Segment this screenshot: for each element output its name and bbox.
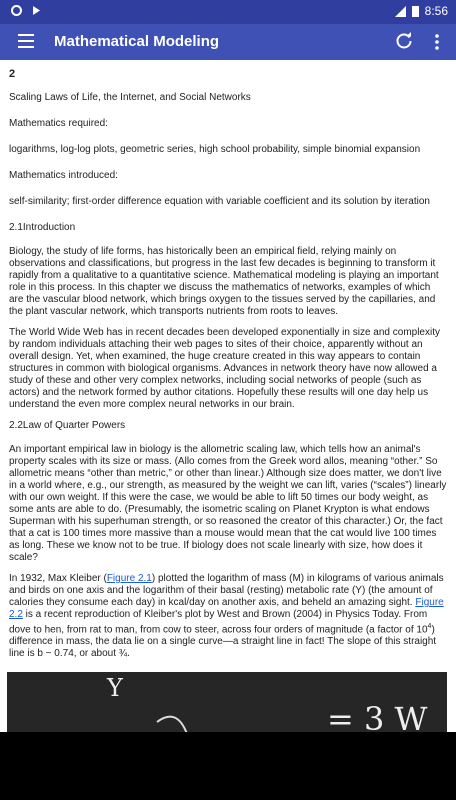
settings-icon [10, 4, 23, 17]
chapter-number: 2 [9, 68, 16, 80]
menu-icon[interactable] [18, 34, 34, 48]
app-bar [0, 24, 456, 60]
refresh-icon[interactable] [394, 31, 414, 51]
intro-label: Mathematics introduced: [9, 170, 118, 181]
battery-icon [412, 5, 419, 17]
more-icon[interactable] [434, 33, 440, 51]
figure-image [7, 672, 447, 732]
req-text: logarithms, log-log plots, geometric series, high school probability, simple binomial expansion [9, 144, 421, 155]
section-heading: 2.1Introduction [9, 222, 76, 233]
chalk-text: = 3 W [327, 700, 428, 732]
figure-link[interactable]: Figure 2.1 [106, 573, 152, 584]
paragraph: The World Wide Web has in recent decades been developed exponentially in size and complexity by random individuals attaching their web pages to sites of their choice, apparently without an overall design. Yet, when examined, the huge creature created in this way appears to contain structures in common with biological organisms. Advances in network theory have now allowed a study of these and other very complex networks, including social networks of people (such as actors) and the network formed by author citations. Hopefully these results will one day help us understand the even more complex neural networks in our brain. [9, 327, 440, 410]
play-icon [31, 5, 42, 16]
paragraph: In 1932, Max Kleiber (Figure 2.1) plotted the logarithm of mass (M) in kilograms of various animals and birds on one axis and the logarithm of their basal (resting) metabolic rate (Y) (the amount of calories they consume each day) in kcal/day on another axis, and beheld an amazing sight. Figure 2.2 is a recent reproduction of Kleiber's plot by West and Brown (2004) in Physics Today. From dove to hen, from rat to man, from cow to steer, across four orders of magnitude (a factor of $10^4$) difference in mass, the data lie on a single curve—a straight line in fact! The slope of this straight line is b ~ 0.74, or about ¾. [9, 573, 444, 660]
figure-link[interactable]: Figure 2.2 [9, 597, 444, 620]
intro-text: self-similarity; first-order difference equation with variable coefficient and its solution by iteration [9, 196, 430, 207]
chapter-title: Scaling Laws of Life, the Internet, and Social Networks [9, 92, 251, 103]
document-view[interactable] [0, 60, 456, 732]
paragraph: An important empirical law in biology is the allometric scaling law, which tells how an animal's property scales with its size or mass. (Allo comes from the Greek word allos, meaning “other.” So allometric means “other than metric,” or other than linear.) Although size does matter, we don't live in a world where, e.g., our strength, as measured by the weight we can lift, varies (“scales”) linearly with our own weight. If this were the case, we would be able to lift 50 times our body weight, as some ants are able to do. (Presumably, the isometric scaling on Planet Krypton is what endows Superman with his superhuman strength, or so reasoned the creator of this character.) Or, the fact that a cat is 100 times more massive than a mouse would mean that the cat would live 100 times as long. These we know not to be true. If biology does not scale linearly with size, how does it scale? [9, 444, 447, 563]
paragraph: Biology, the study of life forms, has historically been an empirical field, relying mainly on observations and classifications, but progress in the last few decades is beginning to transform it rapidly from a qualitative to a quantitative science. Mathematical modeling is playing an important role in this process. In this chapter we discuss the mathematics of networks, examples of which are the vascular blood network, which brings oxygen to the tissues served by the capillaries, and the plant vascular network, which transports nutrients from roots to leaves. [9, 246, 439, 317]
app-title: Mathematical Modeling [54, 33, 220, 50]
chalk-text: Y [107, 674, 123, 703]
req-label: Mathematics required: [9, 118, 108, 129]
signal-icon [395, 6, 406, 17]
status-bar [0, 0, 456, 24]
section-heading: 2.2Law of Quarter Powers [9, 420, 126, 431]
nav-bar-area [0, 732, 456, 800]
status-time: 8:56 [424, 4, 448, 18]
